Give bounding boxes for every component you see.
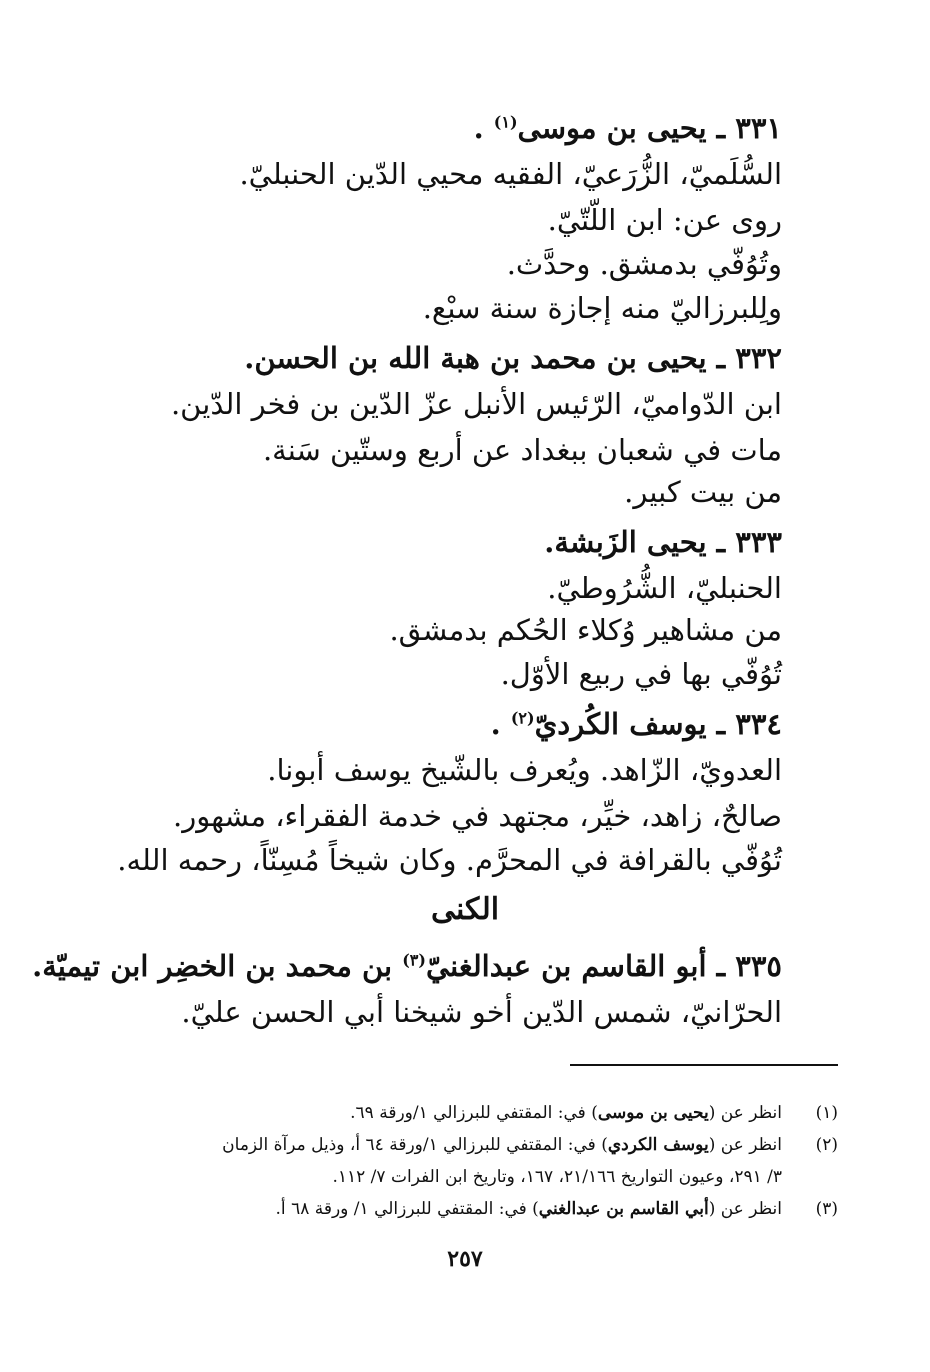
footnote-ref: (١) [493, 112, 518, 132]
footnote-subject: أبي القاسم بن عبدالغني [538, 1199, 709, 1219]
entry-heading-331 [474, 106, 782, 150]
footnote-divider [570, 1064, 838, 1066]
footnote-subject: يوسف الكردي [607, 1135, 709, 1155]
entry-line: السُّلَميّ، الزُّرَعيّ، الفقيه محيي الدّين الحنبليّ. [239, 157, 782, 191]
entry-line: ولِلبرزاليّ منه إجازة سنة سبْع. [422, 291, 782, 325]
footnote [276, 1194, 838, 1224]
entry-line: العدويّ، الزّاهد. ويُعرف بالشّيخ يوسف أبونا. [267, 753, 782, 787]
footnote-ref: (٢) [510, 708, 535, 728]
entry-line: تُوُفّي بالقرافة في المحرَّم. وكان شيخاً مُسِنّاً، رحمه الله. [117, 843, 782, 877]
entry-line: ابن الدّواميّ، الرّئيس الأنبل عزّ الدّين بن فخر الدّين. [170, 387, 782, 421]
entry-heading-end: . [473, 111, 494, 145]
footnote-subject: يحيى بن موسى [597, 1103, 709, 1123]
entry-line: مات في شعبان ببغداد عن أربع وستّين سَنة. [262, 433, 782, 467]
footnote-continuation: ٣/ ٢٩١، وعيون التواريخ ٢١/١٦٦، ١٦٧، وتاريخ ابن الفرات ٧/ ١١٢. [332, 1167, 782, 1187]
footnote-number: (٢) [815, 1135, 838, 1155]
entry-heading-335 [32, 944, 782, 988]
entry-line: الحرّانيّ، شمس الدّين أخو شيخنا أبي الحسن عليّ. [181, 995, 782, 1029]
footnote [222, 1130, 838, 1160]
footnote-number: (٣) [815, 1199, 838, 1219]
entry-heading-text: ٣٣١ ـ يحيى بن موسى [517, 111, 782, 145]
entry-heading-332: ٣٣٢ ـ يحيى بن محمد بن هبة الله بن الحسن. [244, 341, 782, 375]
footnote-text: ) في: المقتفي للبرزالي ١/ورقة ٦٩. [350, 1103, 598, 1123]
footnote-text: ) في: المقتفي للبرزالي ١/ورقة ٦٤ أ، وذيل مرآة الزمان [222, 1135, 608, 1155]
footnote-number: (١) [815, 1103, 838, 1123]
entry-line: وتُوُفّي بدمشق. وحدَّث. [506, 247, 782, 281]
footnote-ref: (٣) [402, 950, 426, 970]
footnote-text: انظر عن ( [708, 1103, 782, 1123]
footnote-text: انظر عن ( [708, 1199, 782, 1219]
entry-line: روى عن: ابن اللّتّيّ. [547, 203, 782, 237]
entry-heading-text: ٣٣٤ ـ يوسف الكُرديّ [534, 707, 782, 741]
entry-heading-334 [491, 702, 782, 746]
section-title: الكنى [430, 892, 500, 927]
entry-line: تُوُفّي بها في ربيع الأوّل. [500, 657, 782, 691]
footnote-text: انظر عن ( [708, 1135, 782, 1155]
entry-heading-text: ٣٣٥ ـ أبو القاسم بن عبدالغنيّ [425, 949, 782, 983]
entry-line: من مشاهير وُكلاء الحُكم بدمشق. [389, 613, 782, 647]
footnote-text: ) في: المقتفي للبرزالي ١/ ورقة ٦٨ أ. [275, 1199, 539, 1219]
footnote [350, 1098, 838, 1128]
entry-line: من بيت كبير. [624, 475, 782, 509]
page-number: ٢٥٧ [447, 1246, 483, 1272]
entry-line: صالحٌ، زاهد، خيِّر، مجتهد في خدمة الفقراء، مشهور. [173, 799, 782, 833]
entry-line: الحنبليّ، الشُّرُوطيّ. [547, 571, 782, 605]
entry-heading-333: ٣٣٣ ـ يحيى الزَبشة. [544, 525, 782, 559]
entry-heading-end: بن محمد بن الخضِر ابن تيميّة. [32, 949, 403, 983]
entry-heading-end: . [490, 707, 511, 741]
